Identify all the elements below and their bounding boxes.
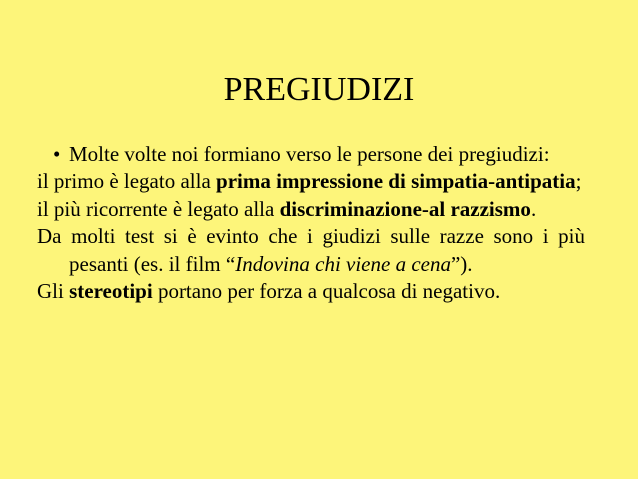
paragraph-2-post: ; <box>575 169 582 194</box>
paragraph-1-text: Molte volte noi formiano verso le persone dei pregiudizi: <box>69 142 550 166</box>
bullet-paragraph-1 <box>37 141 585 168</box>
paragraph-4-italic: Indovina chi viene a cena <box>235 251 451 276</box>
paragraph-3-post: . <box>530 196 537 221</box>
paragraph-2-bold: prima impressione di simpatia-antipatia <box>216 169 576 194</box>
paragraph-5 <box>37 278 585 305</box>
paragraph-5-post: portano per forza a qualcosa di negativo. <box>152 279 501 304</box>
paragraph-4 <box>37 223 585 278</box>
paragraph-3-bold: discriminazione-al razzismo <box>279 196 531 221</box>
slide-title: PREGIUDIZI <box>223 71 415 108</box>
slide-body <box>37 141 585 305</box>
paragraph-4-post: ”). <box>450 251 473 276</box>
paragraph-2-pre: il primo è legato alla <box>37 169 217 194</box>
paragraph-5-bold: stereotipi <box>69 279 153 304</box>
paragraph-4-pre: Da molti test si è evinto che i giudizi sulle razze sono i più pesanti (es. il film “ <box>37 224 585 276</box>
paragraph-3-pre: il più ricorrente è legato alla <box>37 196 280 221</box>
paragraph-2 <box>37 168 585 195</box>
paragraph-5-pre: Gli <box>37 279 70 304</box>
paragraph-3 <box>37 196 585 223</box>
bullet-icon: • <box>53 142 61 166</box>
